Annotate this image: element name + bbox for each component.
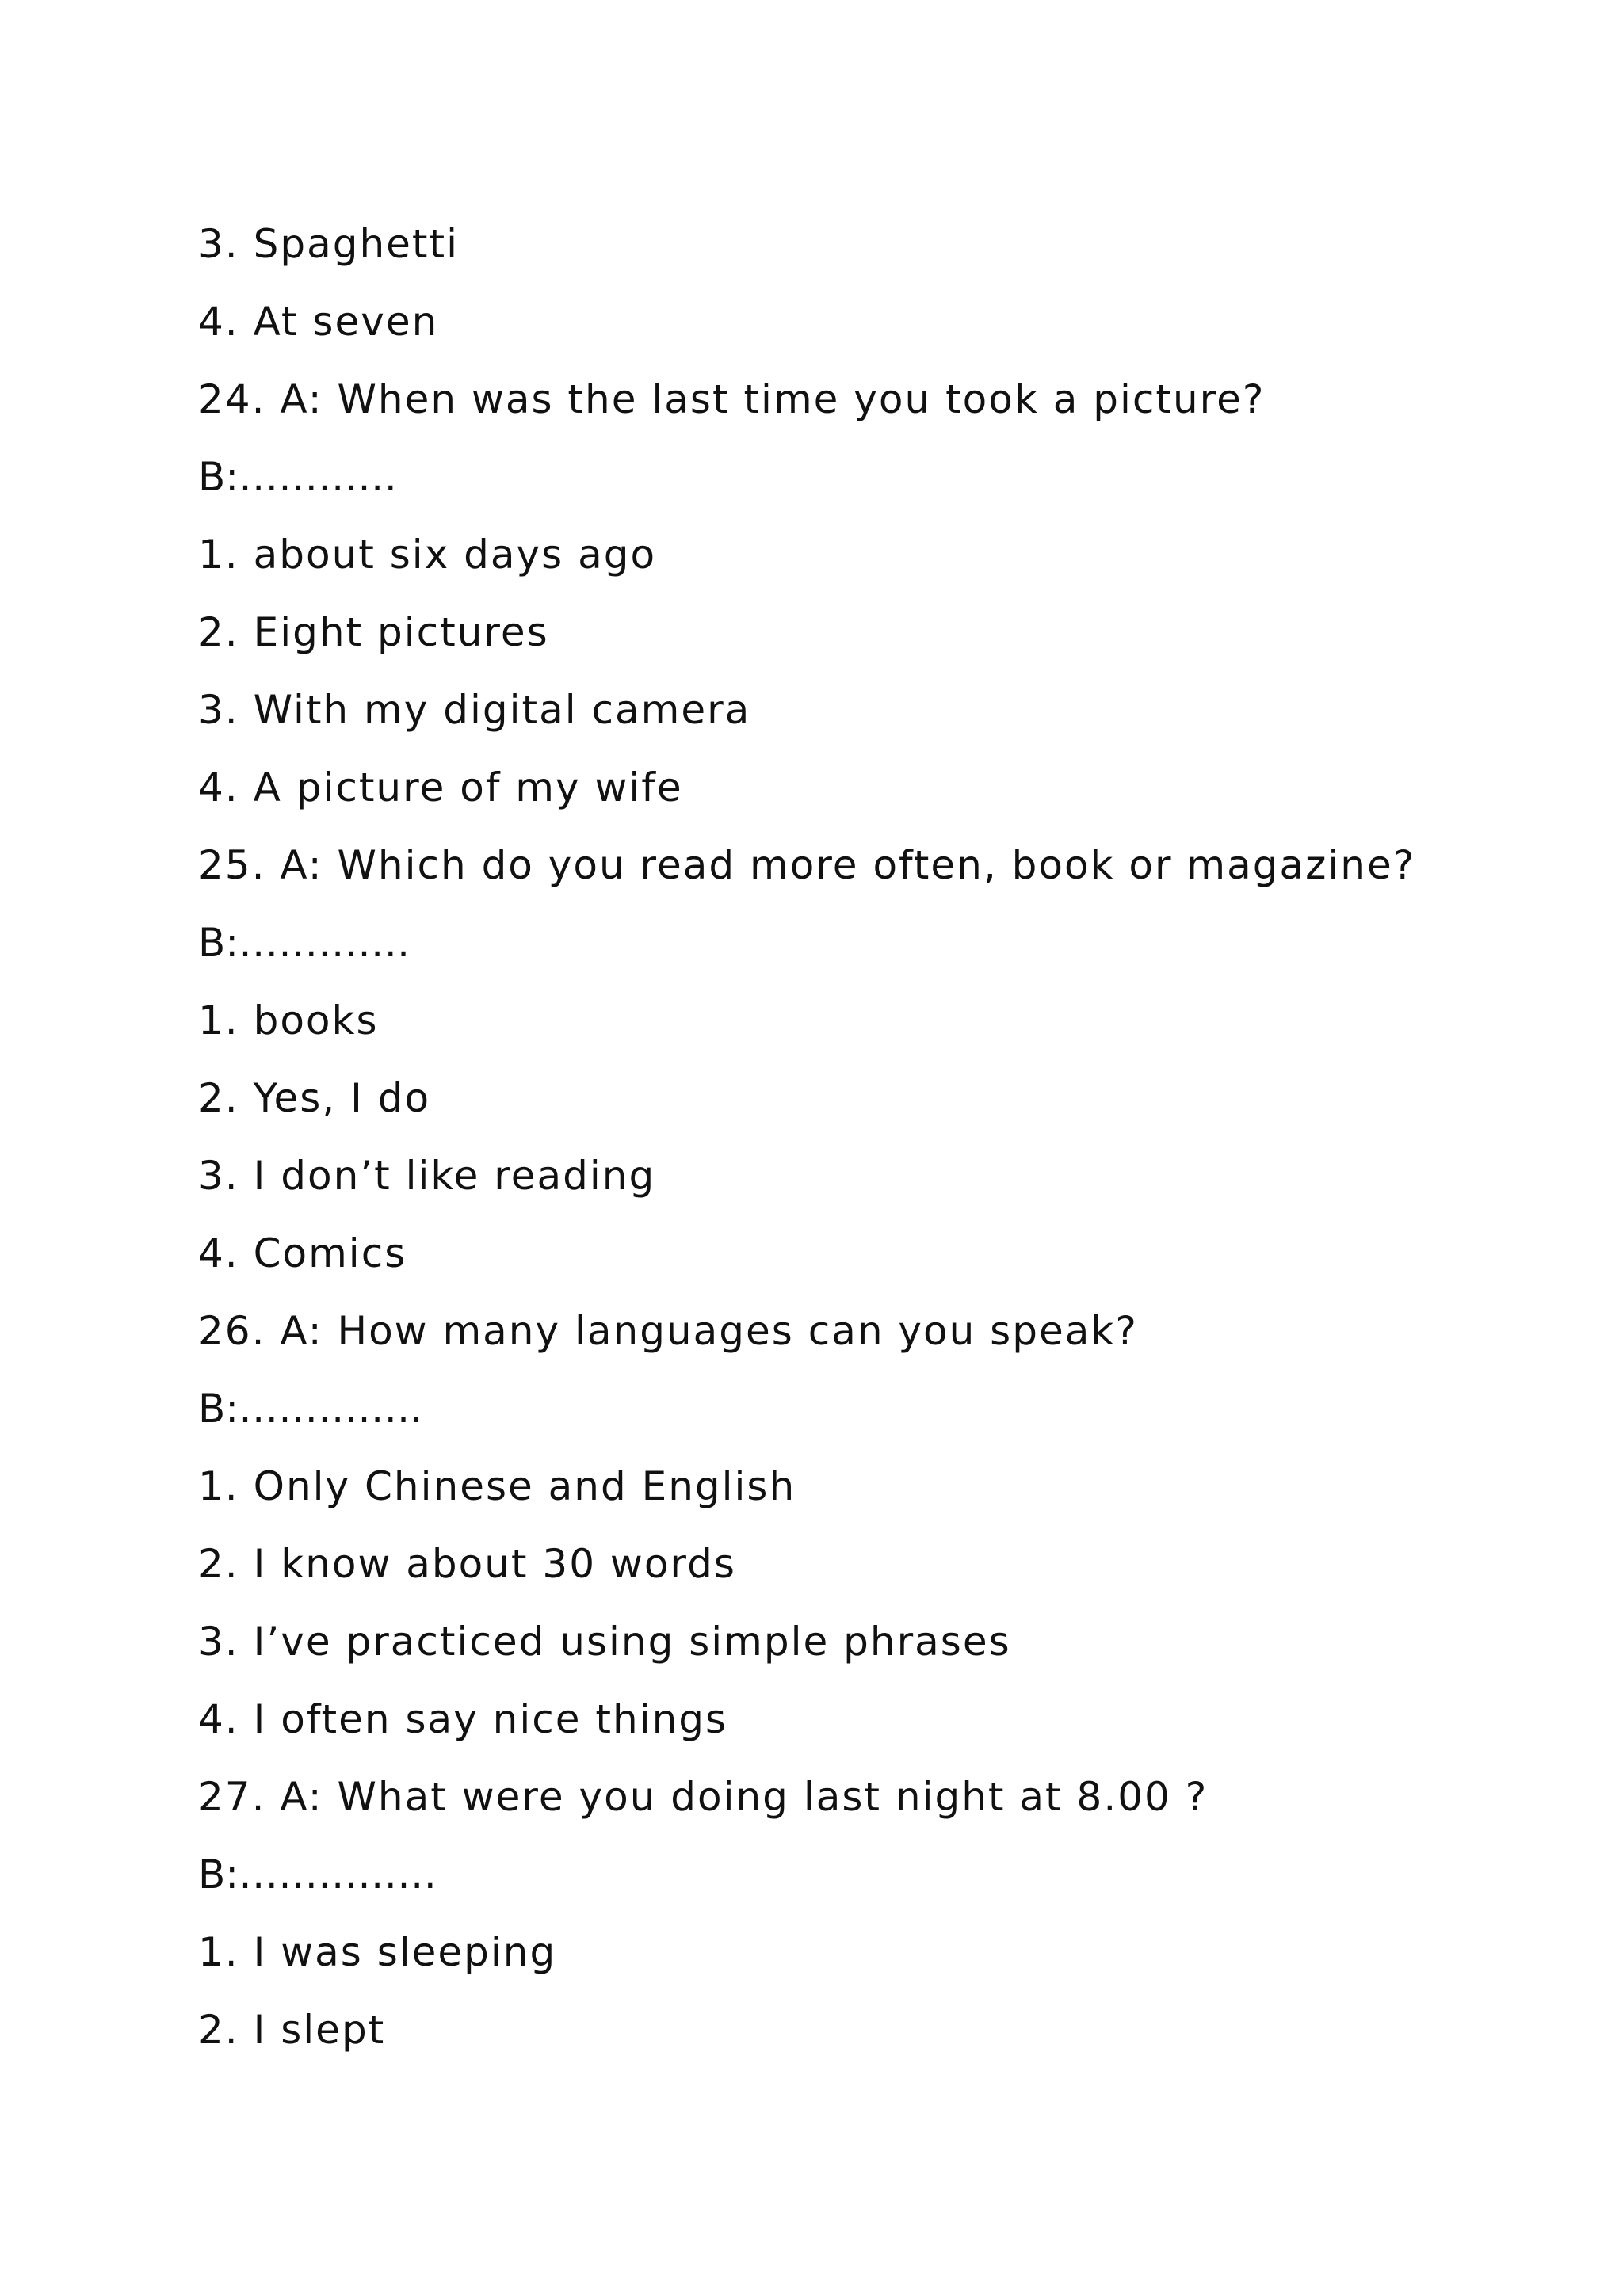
answer-option: 3. With my digital camera bbox=[198, 687, 751, 733]
answer-option: 4. A picture of my wife bbox=[198, 765, 683, 810]
answer-blank: B:………… bbox=[198, 454, 398, 500]
answer-option: 1. books bbox=[198, 997, 379, 1043]
question-25: 25. A: Which do you read more often, book or magazine? bbox=[198, 842, 1416, 888]
answer-option: 4. At seven bbox=[198, 299, 439, 345]
answer-option: 2. I slept bbox=[198, 2007, 386, 2053]
answer-blank: B:…………. bbox=[198, 920, 411, 966]
answer-option: 2. Yes, I do bbox=[198, 1075, 431, 1121]
answer-option: 1. Only Chinese and English bbox=[198, 1463, 796, 1509]
answer-option: 2. Eight pictures bbox=[198, 609, 549, 655]
answer-option: 2. I know about 30 words bbox=[198, 1541, 736, 1587]
answer-blank: B:………….. bbox=[198, 1386, 422, 1432]
answer-option: 3. I’ve practiced using simple phrases bbox=[198, 1619, 1011, 1665]
answer-blank: B:…………… bbox=[198, 1852, 437, 1897]
quiz-content bbox=[198, 212, 1466, 2076]
question-26: 26. A: How many languages can you speak? bbox=[198, 1308, 1138, 1354]
answer-option: 3. Spaghetti bbox=[198, 221, 460, 267]
answer-option: 4. I often say nice things bbox=[198, 1696, 728, 1742]
answer-option: 1. I was sleeping bbox=[198, 1929, 557, 1975]
question-27: 27. A: What were you doing last night at 8.00 ? bbox=[198, 1774, 1209, 1820]
answer-option: 3. I don’t like reading bbox=[198, 1153, 656, 1199]
question-24: 24. A: When was the last time you took a picture? bbox=[198, 376, 1266, 422]
answer-option: 1. about six days ago bbox=[198, 532, 657, 578]
answer-option: 4. Comics bbox=[198, 1230, 407, 1276]
